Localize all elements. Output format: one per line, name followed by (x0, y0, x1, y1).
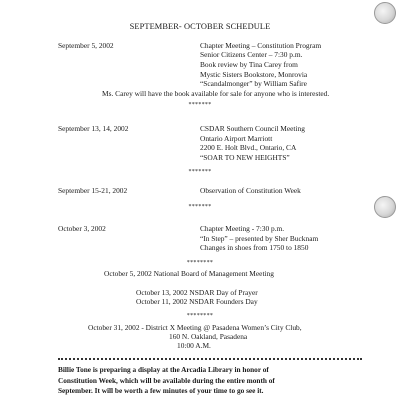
entry-4-line: Chapter Meeting - 7:30 p.m. (200, 224, 285, 233)
announcement (58, 365, 275, 397)
district-line: October 31, 2002 - District X Meeting @ Pasadena Women’s City Club, (88, 323, 302, 332)
entry-1-line: “Scandalmonger” by William Safire (200, 79, 307, 88)
announcement-line: Constitution Week, which will be available during the entire month of (58, 375, 275, 385)
binder-hole-top (374, 2, 396, 24)
nsdar-line: October 11, 2002 NSDAR Founders Day (136, 297, 258, 306)
entry-4-line: Changes in shoes from 1750 to 1850 (200, 243, 309, 252)
separator: ******* (188, 204, 212, 210)
entry-1-line: Senior Citizens Center – 7:30 p.m. (200, 50, 303, 59)
entry-1-note: Ms. Carey will have the book available for sale for anyone who is interested. (102, 89, 330, 98)
entry-4-line: “In Step” – presented by Sher Bucknam (200, 234, 319, 243)
announcement-line: September. It will be worth a few minutes of your time to go see it. (58, 386, 264, 395)
announcement-line: Billie Tone is preparing a display at the Arcadia Library in honor of (58, 365, 269, 374)
entry-1-line: Book review by Tina Carey from (200, 60, 298, 69)
entry-3-line: Observation of Constitution Week (200, 186, 301, 195)
entry-2-line: 2200 E. Holt Blvd., Ontario, CA (200, 143, 297, 152)
page-title: SEPTEMBER- OCTOBER SCHEDULE (129, 22, 271, 31)
board-meeting-line: October 5, 2002 National Board of Management Meeting (104, 269, 274, 278)
entry-2-line: “SOAR TO NEW HEIGHTS” (200, 153, 290, 162)
entry-1-date: September 5, 2002 (58, 41, 114, 50)
entry-2-date: September 13, 14, 2002 (58, 124, 129, 133)
separator: ******* (188, 169, 212, 175)
entry-1-line: Chapter Meeting – Constitution Program (200, 41, 322, 50)
entry-2-line: CSDAR Southern Council Meeting (200, 124, 305, 133)
nsdar-line: October 13, 2002 NSDAR Day of Prayer (136, 288, 258, 297)
district-line: 10:00 A.M. (177, 341, 211, 350)
dotted-divider (58, 358, 362, 360)
entry-3-date: September 15-21, 2002 (58, 186, 128, 195)
district-line: 160 N. Oakland, Pasadena (169, 332, 248, 341)
entry-1-line: Mystic Sisters Bookstore, Monrovia (200, 70, 308, 79)
entry-2-line: Ontario Airport Marriott (200, 134, 273, 143)
separator: ******** (186, 260, 214, 266)
separator: ******** (186, 313, 214, 319)
separator: ******* (188, 102, 212, 108)
entry-4-date: October 3, 2002 (58, 224, 106, 233)
